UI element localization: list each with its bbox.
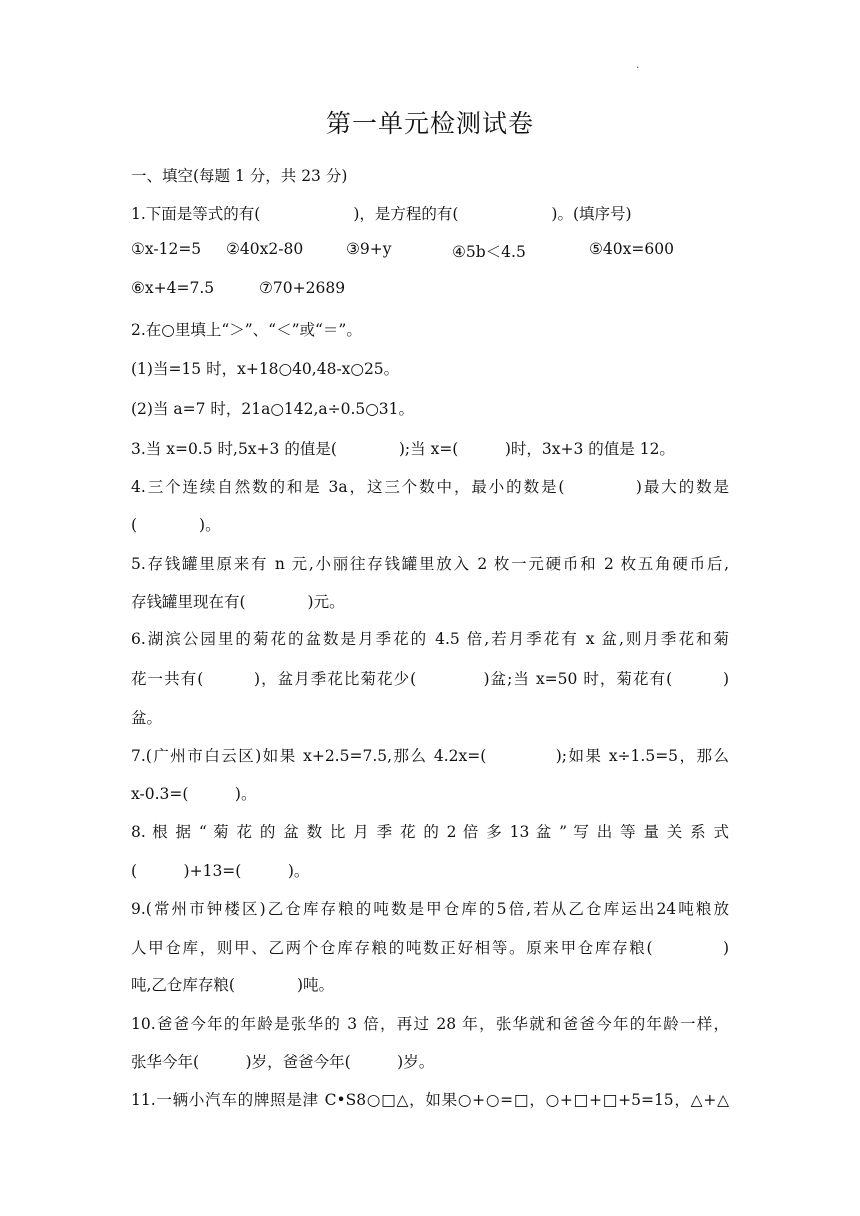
q1-option-1: ①x-12=5: [131, 240, 202, 258]
question-4-line-1: 4.三个连续自然数的和是 3a，这三个数中，最小的数是( )最大的数是: [131, 478, 729, 496]
question-10-line-2: 张华今年( )岁，爸爸今年( )岁。: [131, 1053, 435, 1071]
question-3: 3.当 x=0.5 时,5x+3 的值是( );当 x=( )时，3x+3 的值是 12。: [131, 440, 675, 458]
q1-option-6: ⑥x+4=7.5: [131, 279, 215, 297]
question-7-line-2: x-0.3=( )。: [131, 785, 257, 803]
question-2-stem: 2.在○里填上“＞”、“＜”或“＝”。: [131, 321, 362, 339]
question-9-line-2: 人甲仓库，则甲、乙两个仓库存粮的吨数正好相等。原来甲仓库存粮( ): [131, 939, 729, 957]
question-9-line-3: 吨,乙仓库存粮( )吨。: [131, 976, 335, 994]
page-mark: .: [636, 60, 640, 71]
question-8-line-2: ( )+13=( )。: [131, 862, 310, 880]
question-5-line-2: 存钱罐里现在有( )元。: [131, 593, 345, 611]
section-heading: 一、填空(每题 1 分，共 23 分): [131, 167, 348, 185]
question-7-line-1: 7.(广州市白云区)如果 x+2.5=7.5,那么 4.2x=( );如果 x÷1.5=5，那么: [131, 747, 729, 765]
question-11-line-1: 11.一辆小汽车的牌照是津 C•S8○□△，如果○+○=□，○+□+□+5=15，△+△: [131, 1091, 729, 1109]
question-8-line-1: 8. 根 据 “ 菊 花 的 盆 数 比 月 季 花 的 2 倍 多 13 盆 ” 写 出 等 量 关 系 式: [131, 823, 729, 841]
q1-option-7: ⑦70+2689: [259, 279, 346, 297]
page-title: 第一单元检测试卷: [325, 109, 534, 138]
q1-option-4: ④5b＜4.5: [452, 243, 526, 261]
q1-option-2: ②40x2-80: [226, 240, 304, 258]
question-1-stem: 1.下面是等式的有( )，是方程的有( )。(填序号): [131, 205, 632, 223]
question-2-part-1: (1)当=15 时，x+18○40,48-x○25。: [131, 360, 400, 378]
question-6-line-2: 花一共有( )，盆月季花比菊花少( )盆;当 x=50 时，菊花有( ): [131, 670, 729, 688]
question-6-line-1: 6.湖滨公园里的菊花的盆数是月季花的 4.5 倍,若月季花有 x 盆,则月季花和菊: [131, 630, 729, 648]
question-5-line-1: 5.存钱罐里原来有 n 元,小丽往存钱罐里放入 2 枚一元硬币和 2 枚五角硬币后,: [131, 555, 729, 573]
question-2-part-2: (2)当 a=7 时，21a○142,a÷0.5○31。: [131, 400, 415, 418]
question-10-line-1: 10.爸爸今年的年龄是张华的 3 倍，再过 28 年，张华就和爸爸今年的年龄一样，: [131, 1015, 729, 1033]
question-6-line-3: 盆。: [131, 709, 163, 727]
q1-option-3: ③9+y: [346, 240, 392, 258]
q1-option-5: ⑤40x=600: [589, 240, 674, 258]
question-9-line-1: 9.(常州市钟楼区)乙仓库存粮的吨数是甲仓库的5倍,若从乙仓库运出24吨粮放: [131, 900, 729, 918]
question-4-line-2: ( )。: [131, 516, 221, 534]
